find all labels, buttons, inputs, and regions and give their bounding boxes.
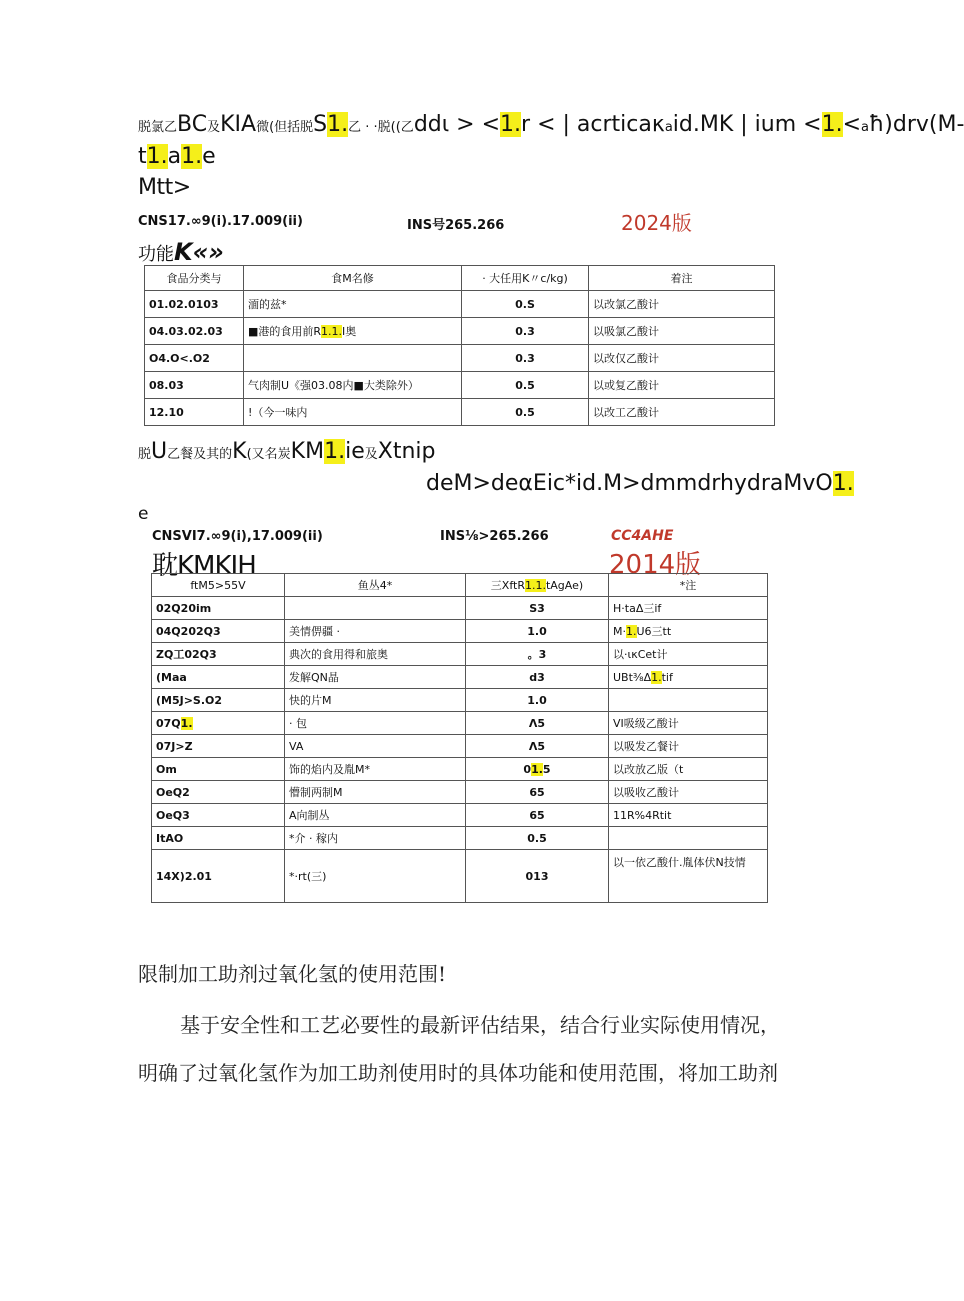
- highlighted-text: 1.1.: [321, 325, 343, 338]
- text-run: H·taΔ三if: [613, 602, 662, 615]
- table-header-cell: 食M名修: [244, 266, 462, 291]
- food-name-cell: 饰的焰内及胤M*: [285, 758, 466, 781]
- food-name-cell: [244, 291, 462, 318]
- text-run: *注: [679, 579, 697, 592]
- text-run: U: [151, 439, 168, 464]
- note-cell: [609, 804, 768, 827]
- text-run: 三XftR: [490, 579, 525, 592]
- highlighted-text: 1.: [180, 716, 193, 730]
- section2-function-label: 耽KMKIH: [152, 551, 256, 581]
- category-code-cell: [152, 827, 285, 850]
- section1-title-line1: [138, 110, 964, 140]
- table-row: [145, 318, 775, 345]
- text-run: (M5J>S.O2: [156, 693, 223, 707]
- highlighted-text: 1.1.: [524, 579, 546, 592]
- section2-title-line1: [138, 438, 435, 466]
- text-run: d3: [529, 670, 545, 684]
- text-run: KM: [290, 439, 325, 464]
- text-run: a: [167, 144, 182, 169]
- text-run: 5: [542, 762, 551, 776]
- section2-stamp-text: CC4AHE: [611, 528, 674, 544]
- food-name-cell: 快的片M: [285, 689, 466, 712]
- text-run: 以吸收乙酸计: [613, 786, 679, 799]
- text-run: 乙 · ·脱((乙: [348, 120, 414, 135]
- text-run: 。3: [527, 648, 547, 661]
- table-header-cell: · 大任用K〃c/kg): [462, 266, 589, 291]
- text-run: 脱: [138, 447, 152, 462]
- text-run: 65: [529, 785, 545, 799]
- text-run: 65: [529, 808, 545, 822]
- paragraph-line1: 基于安全性和工艺必要性的最新评估结果，结合行业实际使用情况，: [180, 1013, 780, 1037]
- max-usage-cell: [466, 735, 609, 758]
- table-header-cell: 食品分类与: [145, 266, 244, 291]
- category-code-cell: [152, 781, 285, 804]
- text-run: 11R%4Rtit: [613, 808, 672, 822]
- text-run: 鱼丛4*: [357, 579, 393, 592]
- section1-title-line3: Mtt>: [138, 175, 191, 200]
- table-header-cell: [285, 574, 466, 597]
- text-run: K: [232, 439, 247, 464]
- note-cell: [609, 689, 768, 712]
- note-cell: [609, 758, 768, 781]
- text-run: 1.0: [527, 693, 547, 707]
- max-usage-cell: 0.S: [462, 291, 589, 318]
- section2-year-label: 2014版: [609, 550, 702, 580]
- text-run: 04Q202Q3: [156, 624, 221, 638]
- text-run: a: [861, 120, 869, 135]
- text-run: t: [138, 144, 147, 169]
- text-run: M·: [613, 625, 626, 638]
- text-run: (Maa: [156, 670, 187, 684]
- text-run: <: [842, 112, 862, 137]
- max-usage-cell: [466, 781, 609, 804]
- note-cell: [609, 620, 768, 643]
- category-code-cell: 08.03: [145, 372, 244, 399]
- max-usage-cell: [466, 643, 609, 666]
- text-run: ħ)drv(M-: [869, 112, 964, 137]
- table-row: [152, 643, 768, 666]
- table-row: [145, 372, 775, 399]
- table-header-cell: 着注: [589, 266, 775, 291]
- food-name-cell: *介 · 稼内: [285, 827, 466, 850]
- table-row: [152, 712, 768, 735]
- text-run: S: [313, 112, 328, 137]
- table-2014: [151, 573, 768, 903]
- table-row: [152, 758, 768, 781]
- note-cell: 以或复乙酸计: [589, 372, 775, 399]
- text-run: S3: [529, 601, 545, 615]
- text-run: UBt⅜Δ: [613, 670, 652, 684]
- highlighted-text: 1.: [500, 112, 522, 137]
- text-run: Λ5: [528, 716, 546, 730]
- highlighted-text: 1.: [626, 625, 637, 638]
- text-run: !（今一味内: [248, 406, 308, 419]
- note-cell: 以改工乙酸计: [589, 399, 775, 426]
- section1-function-label: [138, 238, 224, 266]
- text-run: Xtnip: [377, 439, 436, 464]
- highlighted-text: 1.: [324, 439, 346, 464]
- table-header-row: [145, 266, 775, 291]
- text-run: tAgAe): [545, 579, 584, 592]
- note-cell: 以改仅乙酸计: [589, 345, 775, 372]
- note-cell: [609, 597, 768, 620]
- table-row: [152, 597, 768, 620]
- paragraph-line2: 明确了过氧化氢作为加工助剂使用时的具体功能和使用范围，将加工助剂: [138, 1061, 778, 1085]
- highlighted-text: 1.: [531, 762, 543, 776]
- max-usage-cell: 0.5: [462, 399, 589, 426]
- table-row: [145, 291, 775, 318]
- section2-cns-code: CNSVI7.∞9(i),17.009(ii): [152, 529, 323, 544]
- text-run: ddι > <: [413, 112, 501, 137]
- text-run: deM>deαEic*id.M>dmmdrhydraMvO: [426, 471, 833, 496]
- text-run: a: [664, 120, 673, 135]
- table-row: [152, 850, 768, 903]
- section2-ins-code: INS⅛>265.266: [440, 529, 549, 544]
- category-code-cell: [152, 712, 285, 735]
- note-cell: [609, 735, 768, 758]
- food-name-cell: [244, 345, 462, 372]
- table-2024: [144, 265, 775, 426]
- category-code-cell: [152, 735, 285, 758]
- text-run: 02Q20im: [156, 601, 212, 615]
- category-code-cell: [152, 597, 285, 620]
- table-row: [152, 804, 768, 827]
- function-big-text: K«»: [174, 238, 224, 266]
- section1-year-label: 2024版: [621, 211, 692, 235]
- note-cell: [609, 643, 768, 666]
- paragraph-heading: 限制加工助剂过氧化氢的使用范围!: [138, 962, 447, 986]
- max-usage-cell: 0.5: [462, 372, 589, 399]
- note-cell: 以改氯乙酸计: [589, 291, 775, 318]
- text-run: OeQ3: [156, 808, 190, 822]
- section1-ins-code: INS号265.266: [407, 218, 505, 233]
- text-run: Om: [156, 762, 177, 776]
- table-header-cell: [609, 574, 768, 597]
- max-usage-cell: [466, 666, 609, 689]
- max-usage-cell: [466, 597, 609, 620]
- note-cell: [609, 827, 768, 850]
- max-usage-cell: [466, 712, 609, 735]
- text-run: 013: [525, 869, 549, 883]
- max-usage-cell: [466, 827, 609, 850]
- note-cell: 以吸氯乙酸计: [589, 318, 775, 345]
- text-run: BC: [177, 112, 208, 137]
- text-run: 以改放乙版（t: [613, 763, 684, 776]
- max-usage-cell: [466, 689, 609, 712]
- text-run: 1.0: [527, 624, 547, 638]
- note-cell: [609, 850, 768, 903]
- table-row: [152, 666, 768, 689]
- text-run: 以一依乙酸什.胤体伏N技情: [613, 856, 746, 869]
- function-cn-text: 功能: [138, 244, 174, 265]
- text-run: 14X)2.01: [156, 869, 212, 883]
- note-cell: [609, 712, 768, 735]
- food-name-cell: A向制丛: [285, 804, 466, 827]
- food-name-cell: 典次的食用得和旅奥: [285, 643, 466, 666]
- category-code-cell: [152, 804, 285, 827]
- table-row: [152, 689, 768, 712]
- max-usage-cell: 0.3: [462, 318, 589, 345]
- category-code-cell: O4.O<.O2: [145, 345, 244, 372]
- table-row: [145, 399, 775, 426]
- text-run: U6三tt: [636, 625, 672, 638]
- text-run: e: [202, 144, 216, 169]
- max-usage-cell: [466, 850, 609, 903]
- text-run: ie: [345, 439, 365, 464]
- section1-cns-code: CNS17.∞9(i).17.009(ii): [138, 214, 303, 229]
- text-run: 及: [364, 447, 378, 462]
- highlighted-text: 1.: [651, 670, 662, 684]
- text-run: OeQ2: [156, 785, 190, 799]
- category-code-cell: [152, 643, 285, 666]
- food-name-cell: 懵制两制M: [285, 781, 466, 804]
- highlighted-text: 1.: [181, 144, 203, 169]
- category-code-cell: [152, 689, 285, 712]
- highlighted-text: 1.: [821, 112, 843, 137]
- food-name-cell: [244, 318, 462, 345]
- table-row: [152, 781, 768, 804]
- category-code-cell: [152, 620, 285, 643]
- text-run: 07J>Z: [156, 739, 193, 753]
- food-name-cell: VA: [285, 735, 466, 758]
- category-code-cell: 12.10: [145, 399, 244, 426]
- food-name-cell: [285, 597, 466, 620]
- text-run: VI吸级乙酸计: [613, 717, 679, 730]
- food-name-cell: · 包: [285, 712, 466, 735]
- table-row: [145, 345, 775, 372]
- table-header-row: [152, 574, 768, 597]
- text-run: 0.5: [527, 831, 547, 845]
- table-header-cell: [466, 574, 609, 597]
- text-run: 脱氯乙: [138, 120, 178, 135]
- text-run: 以吸发乙餐计: [613, 740, 679, 753]
- text-run: r < | acrticaκ: [521, 112, 665, 137]
- max-usage-cell: [466, 758, 609, 781]
- text-run: 湎的兹*: [248, 298, 287, 311]
- text-run: 以·ικCet计: [613, 648, 668, 661]
- category-code-cell: [152, 758, 285, 781]
- text-run: KIA: [220, 112, 257, 137]
- text-run: I奥: [342, 325, 357, 338]
- text-run: ItAO: [156, 831, 184, 845]
- table-row: [152, 735, 768, 758]
- section1-title-line2: [138, 142, 216, 172]
- text-run: ZQ工02Q3: [156, 648, 217, 661]
- food-name-cell: [244, 372, 462, 399]
- table-row: [152, 620, 768, 643]
- text-run: 0: [523, 762, 532, 776]
- category-code-cell: 01.02.0103: [145, 291, 244, 318]
- table-row: [152, 827, 768, 850]
- text-run: 微(但括脱: [256, 120, 314, 135]
- text-run: 及: [207, 120, 221, 135]
- note-cell: [609, 666, 768, 689]
- food-name-cell: *·rt(三): [285, 850, 466, 903]
- table-header-cell: [152, 574, 285, 597]
- text-run: ■港的食用前R: [248, 325, 322, 338]
- section2-title-line3: e: [138, 504, 149, 524]
- category-code-cell: [152, 850, 285, 903]
- food-name-cell: 发解QN晶: [285, 666, 466, 689]
- category-code-cell: 04.03.02.03: [145, 318, 244, 345]
- text-run: 乙餐及其的: [167, 447, 233, 462]
- food-name-cell: [244, 399, 462, 426]
- max-usage-cell: [466, 804, 609, 827]
- text-run: Λ5: [528, 739, 546, 753]
- highlighted-text: 1.: [832, 471, 854, 496]
- max-usage-cell: [466, 620, 609, 643]
- category-code-cell: [152, 666, 285, 689]
- section2-title-line2: [426, 470, 854, 498]
- food-name-cell: 美情㑭疆 ·: [285, 620, 466, 643]
- text-run: tif: [661, 670, 673, 684]
- text-run: ftM5>55V: [190, 578, 246, 592]
- text-run: id.MK | ium <: [672, 112, 822, 137]
- highlighted-text: 1.: [146, 144, 168, 169]
- max-usage-cell: 0.3: [462, 345, 589, 372]
- text-run: (又名炭: [246, 447, 291, 462]
- text-run: 07Q: [156, 716, 181, 730]
- highlighted-text: 1.: [327, 112, 349, 137]
- text-run: 气肉制U《强03.08内■大类除外）: [248, 379, 419, 392]
- note-cell: [609, 781, 768, 804]
